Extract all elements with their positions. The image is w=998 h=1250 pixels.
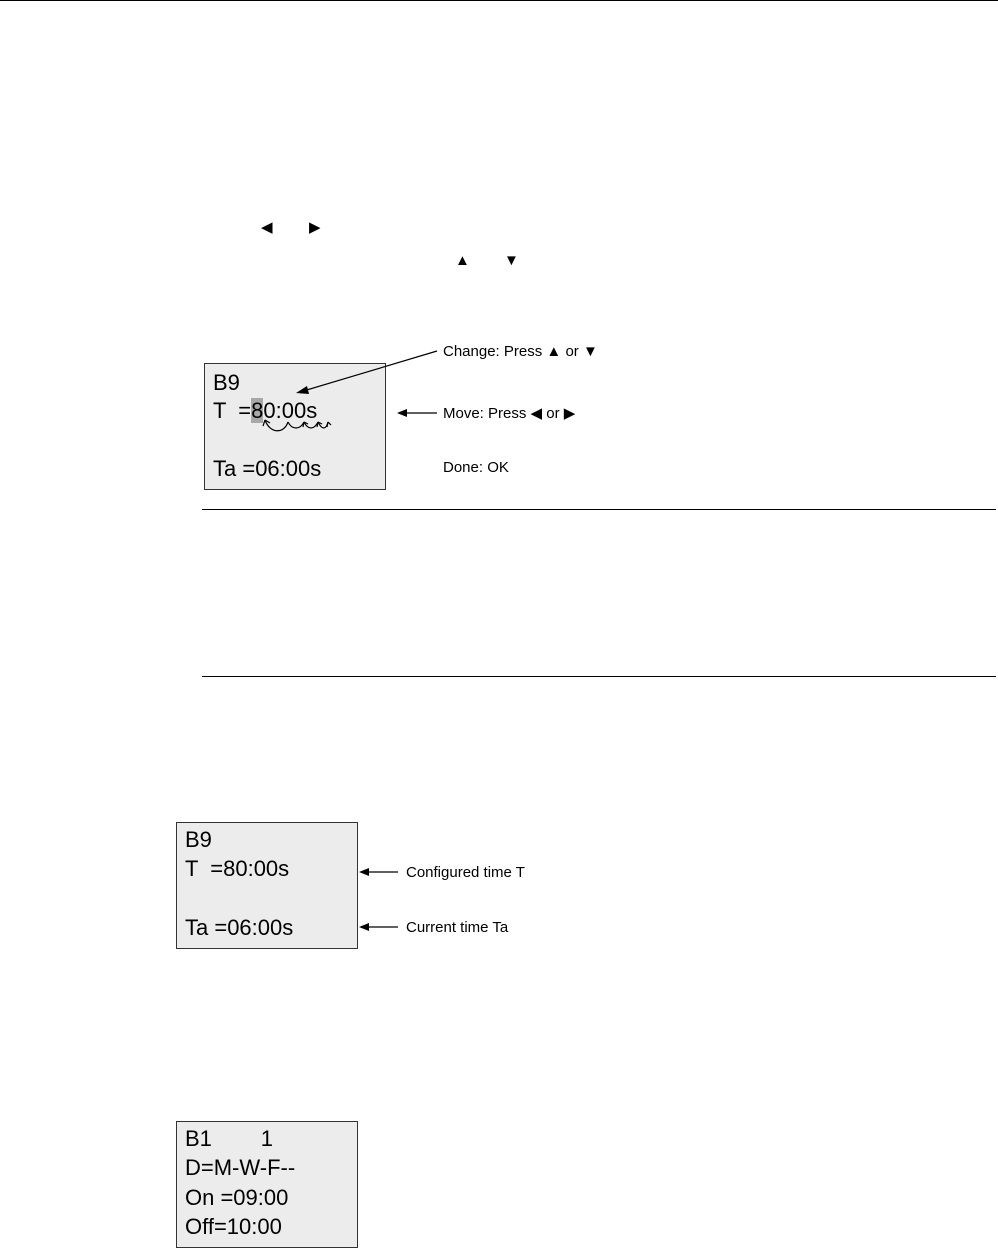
annotation-configured-time: Configured time T <box>406 864 525 881</box>
arrow-up-icon: ▲ <box>455 252 470 269</box>
arrow-right-icon: ▶ <box>563 405 576 422</box>
lcd-display-timer <box>176 1121 358 1248</box>
lcd-t-rest: 0:00s <box>263 398 318 423</box>
lcd-cursor-digit[interactable]: 8 <box>251 398 264 423</box>
lcd-line-days: D=M-W-F-- <box>185 1155 296 1180</box>
note-rule-top <box>202 509 996 510</box>
lcd-display-view <box>176 822 358 949</box>
annotation-current-time: Current time Ta <box>406 919 509 936</box>
lcd-line-on: On =09:00 <box>185 1185 289 1210</box>
annotation-change: Change: Press ▲ or ▼ <box>443 343 598 360</box>
note-rule-bottom <box>202 676 996 677</box>
arrow-left-icon: ◀ <box>530 405 543 422</box>
lcd-line-off: Off=10:00 <box>185 1214 282 1239</box>
arrow-right-icon: ▶ <box>309 219 321 236</box>
lcd-t-prefix: T = <box>213 398 252 423</box>
lcd-line-time-t: T =80:00s <box>185 856 290 881</box>
arrow-up-icon: ▲ <box>546 343 562 360</box>
lcd-line-block: B9 <box>213 370 240 395</box>
annotation-move: Move: Press ◀ or ▶ <box>443 405 576 422</box>
arrow-down-icon: ▼ <box>504 252 519 269</box>
lcd-line-time-ta: Ta =06:00s <box>213 456 322 481</box>
lcd-line-block: B1 1 <box>185 1126 274 1151</box>
lcd-line-block: B9 <box>185 827 212 852</box>
lcd-line-time-ta: Ta =06:00s <box>185 915 294 940</box>
arrow-left-icon: ◀ <box>261 219 273 236</box>
arrow-down-icon: ▼ <box>582 343 598 360</box>
annotation-done: Done: OK <box>443 459 509 476</box>
